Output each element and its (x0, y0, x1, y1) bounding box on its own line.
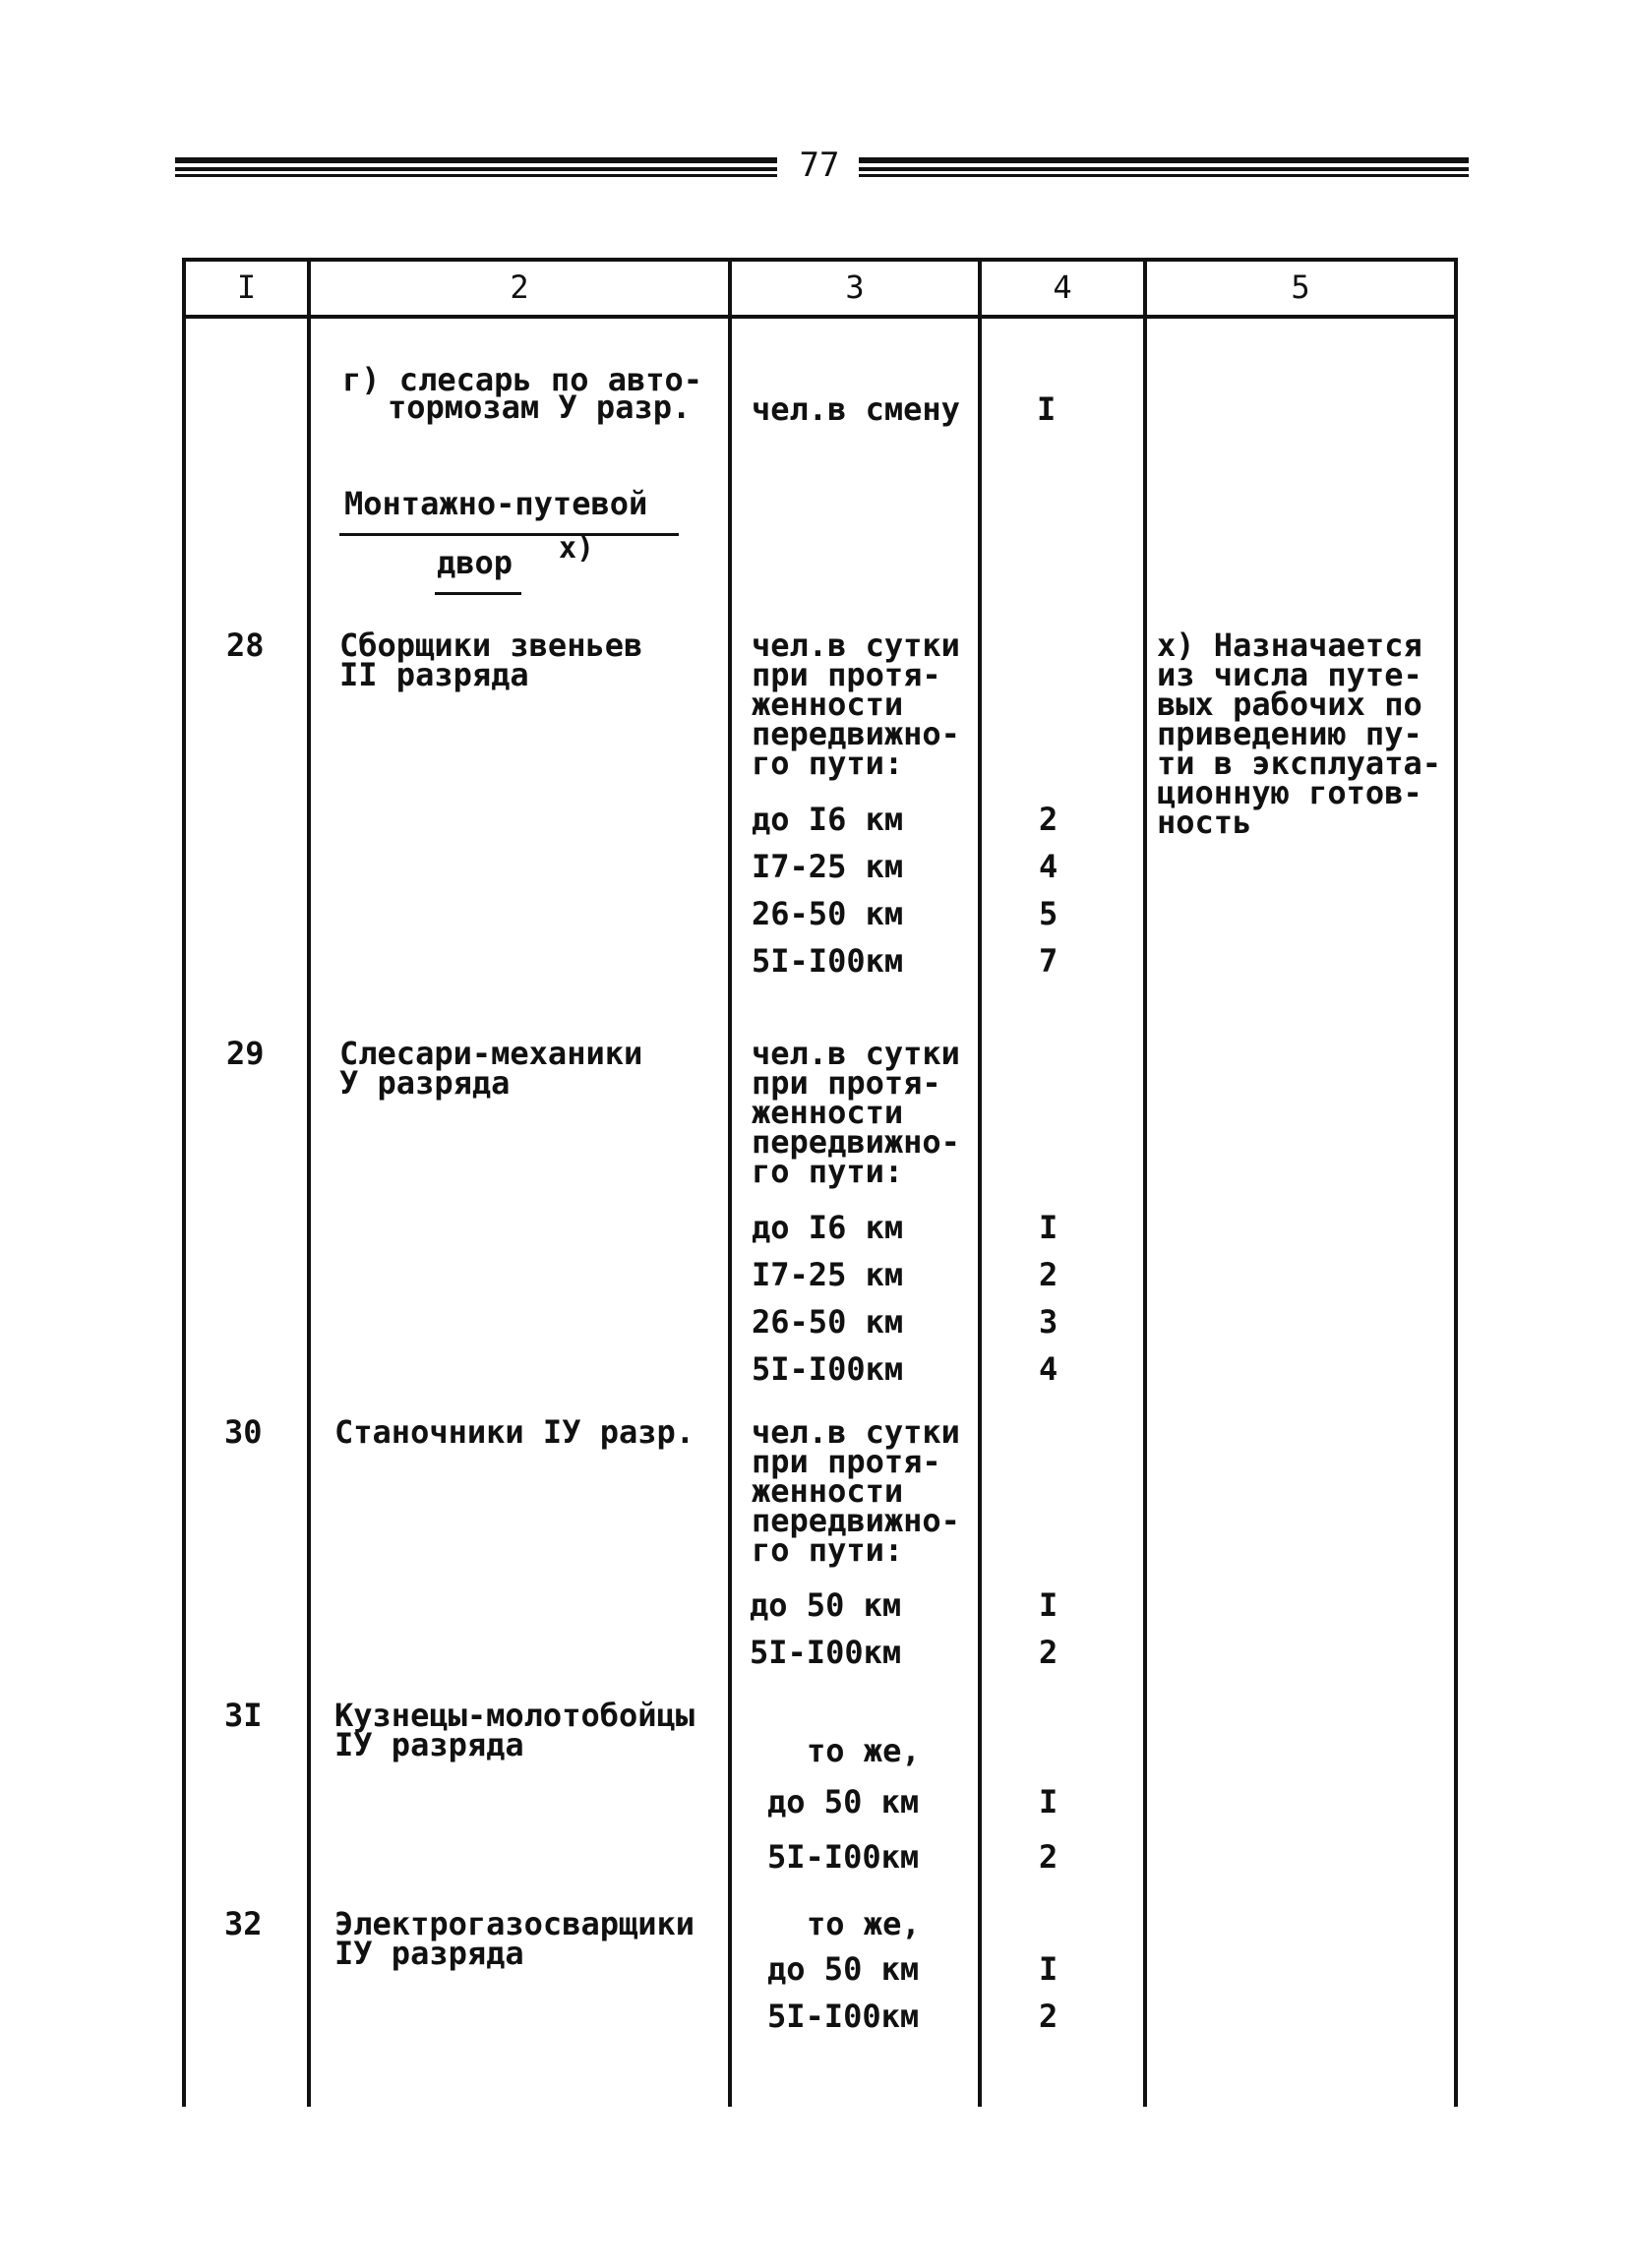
row-32-name-line-1: Электрогазосварщики (334, 1905, 695, 1942)
row-28-note-line-7: ность (1157, 804, 1252, 841)
table-header-border (182, 315, 1457, 319)
row-29-unit-line-5: го пути: (752, 1153, 904, 1190)
row-28-unit-line-2: при протя- (752, 656, 941, 693)
header-rule-left (175, 157, 777, 179)
row-g-unit: чел.в смену (752, 390, 960, 428)
row-30-range-1: до 50 км (750, 1586, 902, 1624)
row-28-value-2: 4 (1039, 848, 1058, 885)
row-28-value-3: 5 (1039, 895, 1058, 932)
row-31-range-2: 5I-I00км (767, 1838, 920, 1876)
row-32-value-2: 2 (1039, 1998, 1058, 2035)
row-31-range-1: до 50 км (767, 1783, 920, 1820)
row-31-value-2: 2 (1039, 1838, 1058, 1876)
row-29-number: 29 (226, 1035, 265, 1072)
row-30-range-2: 5I-I00км (750, 1634, 902, 1671)
row-29-value-1: I (1039, 1209, 1058, 1246)
row-28-name-line-1: Сборщики звеньев (339, 627, 643, 664)
row-28-name-line-2: II разряда (339, 656, 529, 693)
col-header-2: 2 (510, 269, 529, 306)
row-29-unit-line-2: при протя- (752, 1064, 941, 1102)
row-30-unit-line-3: женности (752, 1472, 904, 1510)
row-32-number: 32 (224, 1905, 263, 1942)
section-subtitle: двор (437, 544, 514, 581)
row-31-name-line-2: IУ разряда (334, 1726, 524, 1763)
row-28-note-line-1: x) Назначается (1157, 627, 1422, 664)
section-title: Монтажно-путевой (344, 485, 648, 522)
row-30-unit-line-5: го пути: (752, 1531, 904, 1569)
page-number: 77 (799, 146, 840, 185)
section-subtitle-underline (435, 592, 521, 595)
col-border-0 (182, 258, 186, 2107)
row-30-unit-line-4: передвижно- (752, 1502, 960, 1539)
row-29-value-3: 3 (1039, 1303, 1058, 1341)
row-32-value-1: I (1039, 1950, 1058, 1988)
row-29-unit-line-1: чел.в сутки (752, 1035, 960, 1072)
row-30-unit-line-2: при протя- (752, 1443, 941, 1480)
row-32-name-line-2: IУ разряда (334, 1935, 524, 1972)
col-header-5: 5 (1291, 269, 1310, 306)
row-29-unit-line-3: женности (752, 1094, 904, 1131)
row-28-number: 28 (226, 627, 265, 664)
row-28-unit-line-4: передвижно- (752, 715, 960, 752)
col-header-3: 3 (845, 269, 865, 306)
row-28-unit-line-3: женности (752, 686, 904, 723)
row-31-number: 3I (224, 1697, 263, 1734)
row-32-range-2: 5I-I00км (767, 1998, 920, 2035)
row-29-range-4: 5I-I00км (752, 1350, 904, 1388)
row-28-range-1: до I6 км (752, 801, 904, 838)
row-28-note-line-3: вых рабочих по (1157, 686, 1422, 723)
table-top-border (182, 258, 1457, 262)
row-28-unit-line-5: го пути: (752, 745, 904, 782)
col-header-4: 4 (1053, 269, 1072, 306)
row-g-value: I (1037, 390, 1057, 428)
row-g-name-line-2: тормозам У разр. (388, 388, 692, 426)
row-29-range-2: I7-25 км (752, 1256, 904, 1293)
row-28-range-3: 26-50 км (752, 895, 904, 932)
row-30-value-2: 2 (1039, 1634, 1058, 1671)
header-rule-right (859, 157, 1469, 179)
row-29-value-2: 2 (1039, 1256, 1058, 1293)
row-32-unit: то же, (807, 1905, 921, 1942)
col-border-4 (1143, 258, 1147, 2107)
row-31-value-1: I (1039, 1783, 1058, 1820)
col-border-1 (307, 258, 311, 2107)
row-29-name-line-2: У разряда (339, 1064, 511, 1102)
col-header-1: I (236, 269, 257, 306)
row-29-range-1: до I6 км (752, 1209, 904, 1246)
row-29-value-4: 4 (1039, 1350, 1058, 1388)
col-border-2 (728, 258, 732, 2107)
row-31-name-line-1: Кузнецы-молотобойцы (334, 1697, 695, 1734)
row-30-number: 30 (224, 1413, 263, 1451)
section-divider (339, 533, 679, 536)
row-30-unit-line-1: чел.в сутки (752, 1413, 960, 1451)
row-28-value-4: 7 (1039, 942, 1058, 980)
section-footnote-mark: x) (559, 531, 595, 566)
row-28-value-1: 2 (1039, 801, 1058, 838)
row-28-note-line-4: приведению пу- (1157, 715, 1422, 752)
row-29-name-line-1: Слесари-механики (339, 1035, 643, 1072)
row-29-range-3: 26-50 км (752, 1303, 904, 1341)
row-28-range-2: I7-25 км (752, 848, 904, 885)
row-28-range-4: 5I-I00км (752, 942, 904, 980)
row-32-range-1: до 50 км (767, 1950, 920, 1988)
row-28-note-line-6: ционную готов- (1157, 774, 1422, 811)
row-29-unit-line-4: передвижно- (752, 1123, 960, 1161)
row-30-name-line-1: Станочники IУ разр. (334, 1413, 695, 1451)
col-border-5 (1454, 258, 1458, 2107)
row-28-note-line-2: из числа путе- (1157, 656, 1422, 693)
row-30-value-1: I (1039, 1586, 1058, 1624)
row-g-name-line-1: г) слесарь по авто- (342, 361, 703, 398)
col-border-3 (978, 258, 982, 2107)
row-28-unit-line-1: чел.в сутки (752, 627, 960, 664)
row-28-note-line-5: ти в эксплуата- (1157, 745, 1441, 782)
row-31-unit: то же, (807, 1732, 921, 1769)
